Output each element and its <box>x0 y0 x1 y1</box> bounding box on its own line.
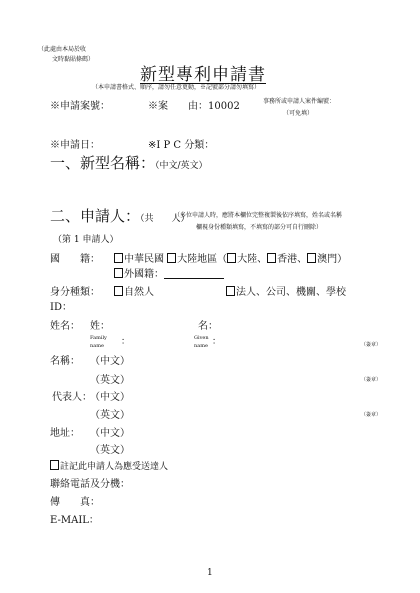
macau-checkbox[interactable] <box>307 253 316 263</box>
hk-label: 香港、 <box>277 254 308 265</box>
natural-person-checkbox[interactable] <box>114 286 123 296</box>
ipc-label: ※I P C 分類： <box>148 140 215 151</box>
page-subtitle: （本申請書格式、順序，請勿任意更動，※記號部分請勿填寫） <box>92 84 261 91</box>
hk-checkbox[interactable] <box>267 253 276 263</box>
section2-note-line1: （多位申請人時，應將本欄位完整複製後依序填寫，姓名或名稱 <box>174 212 343 219</box>
macau-label: 澳門） <box>317 254 348 265</box>
foreign-option <box>114 265 224 280</box>
sign-label-1: （簽章） <box>361 342 382 348</box>
legal-person-label: 法人、公司、機關、學校 <box>236 287 346 298</box>
service-agent-option <box>50 459 168 472</box>
section2-note-line2: 欄視身份種類填寫，不填寫的部分可自行刪除） <box>196 224 323 231</box>
roc-checkbox[interactable] <box>114 253 123 263</box>
org-name-zh: （中文） <box>90 356 130 367</box>
foreign-checkbox[interactable] <box>114 268 123 278</box>
id-label: ID： <box>50 302 72 313</box>
phone-label: 聯絡電話及分機： <box>50 479 130 490</box>
family-name-caption: Family name <box>90 335 107 349</box>
case-reason-label: ※案 由：10002 <box>148 101 240 112</box>
case-no-label: ※申請案號： <box>50 101 110 112</box>
email-label: E-MAIL： <box>50 515 99 526</box>
receipt-note-line2: 文時黏貼條碼） <box>52 56 95 63</box>
applicant-number: （第 1 申請人） <box>53 235 119 245</box>
foreign-input[interactable] <box>164 269 224 279</box>
applicant-count: （共 人） <box>140 214 190 224</box>
address-zh: （中文） <box>90 428 130 439</box>
section2-heading-row <box>50 205 190 226</box>
address-en: （英文） <box>90 445 130 456</box>
org-name-en: （英文） <box>90 375 130 386</box>
legal-person-option <box>226 283 346 298</box>
org-name-label: 名稱： <box>50 356 80 367</box>
nationality-options <box>114 250 347 265</box>
service-agent-checkbox[interactable] <box>50 460 59 470</box>
section1-note: （中文/英文） <box>155 161 208 171</box>
natural-person-option <box>114 283 154 298</box>
service-agent-label: 註記此申請人為應受送達人 <box>60 462 169 472</box>
rep-en: （英文） <box>90 410 130 421</box>
roc-label: 中華民國 <box>124 254 164 265</box>
office-no-value: （可免填） <box>283 110 314 117</box>
given-label: 名： <box>198 321 218 332</box>
office-no-label: 事務所或申請人案件編號： <box>263 98 336 105</box>
page-title: 新型專利申請書 <box>140 65 266 85</box>
identity-label: 身分種類： <box>50 287 100 298</box>
foreign-label: 外國籍： <box>124 269 164 280</box>
date-label: ※申請日： <box>50 140 100 151</box>
section2-heading: 二、申請人： <box>50 207 141 225</box>
given-colon: ： <box>212 337 222 347</box>
section1 <box>50 152 208 173</box>
receipt-note-line1: （此處由本局於收 <box>38 46 87 53</box>
page-number: 1 <box>207 568 213 578</box>
sign-label-2: （簽章） <box>361 377 382 383</box>
mainland2-checkbox[interactable] <box>227 253 236 263</box>
mainland-label: 大陸地區（ <box>177 254 228 265</box>
legal-person-checkbox[interactable] <box>226 286 235 296</box>
surname-label: 姓： <box>90 321 110 332</box>
family-colon: ： <box>121 337 131 347</box>
natural-person-label: 自然人 <box>124 287 154 298</box>
nationality-label: 國 籍： <box>50 254 100 265</box>
rep-label: 代表人： <box>52 392 92 403</box>
given-name-caption: Given name <box>194 335 209 349</box>
fax-label: 傳 真： <box>50 497 100 508</box>
address-label: 地址： <box>50 428 80 439</box>
section1-heading: 一、新型名稱： <box>50 154 156 172</box>
mainland-checkbox[interactable] <box>167 253 176 263</box>
rep-zh: （中文） <box>90 392 130 403</box>
mainland2-label: 大陸、 <box>237 254 268 265</box>
name-label: 姓名： <box>50 321 80 332</box>
sign-label-3: （簽章） <box>361 412 382 418</box>
